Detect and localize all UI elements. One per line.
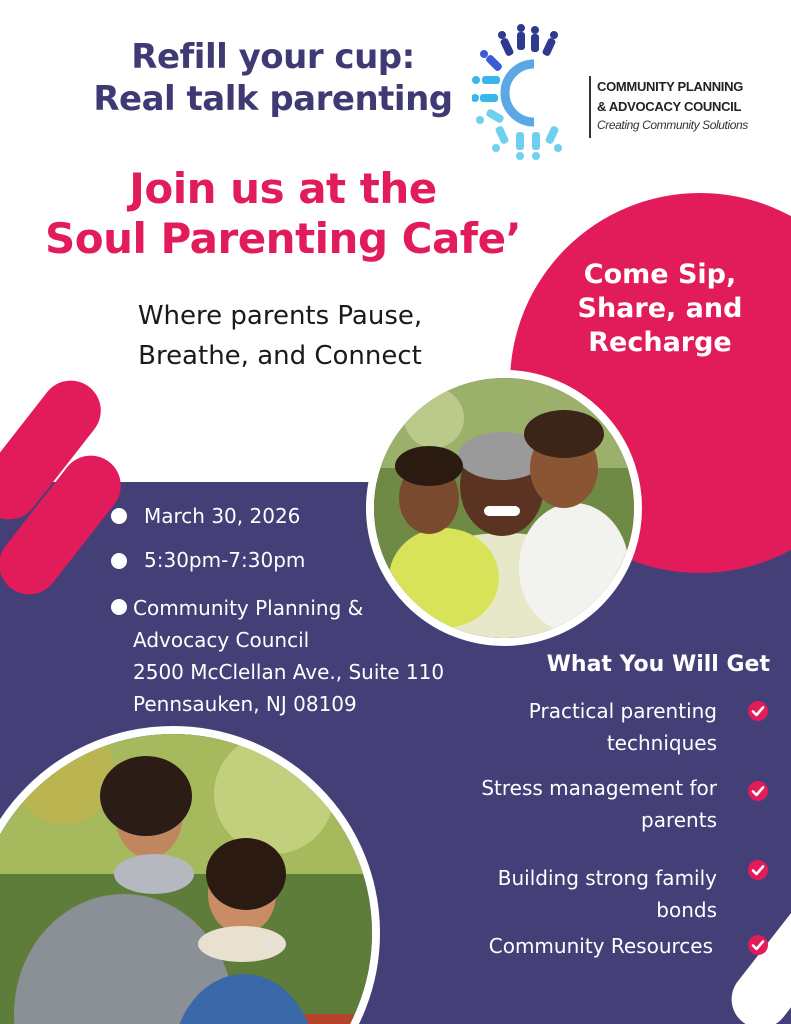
benefit-item [417,862,717,926]
check-circle-icon [748,781,768,801]
tagline-line-1: Where parents Pause, [137,301,423,331]
tagline-line-2: Breathe, and Connect [138,341,422,371]
check-circle-icon [748,701,768,721]
event-location-line-1: Community Planning & [133,596,364,620]
benefit-line-2: techniques [606,731,717,755]
bullet-dot [111,553,127,569]
callout-text [560,258,760,360]
callout-line-1: Come Sip, [583,259,737,290]
benefit-line-2: parents [641,808,717,832]
grandmother-children-photo [366,370,642,646]
logo-tagline: Creating Community Solutions [597,118,748,132]
benefit-line-1: Community Resources [488,934,713,958]
logo-org-line-1: COMMUNITY PLANNING [597,79,744,94]
event-headline [18,164,548,264]
benefits-title: What You Will Get [546,652,770,677]
benefit-item [413,930,713,962]
benefit-item [417,695,717,759]
logo-org-line-2: & ADVOCACY COUNCIL [597,99,742,114]
people-circle-logo-icon [472,24,584,174]
callout-line-3: Recharge [588,327,732,358]
benefit-line-1: Stress management for [481,776,717,800]
event-tagline [100,296,460,376]
organization-logo-text [597,77,787,133]
event-location-line-2: Advocacy Council [133,628,310,652]
callout-line-2: Share, and [577,293,743,324]
benefit-item [417,772,717,836]
headline-line-1: Join us at the [129,164,437,213]
check-circle-icon [748,935,768,955]
bullet-dot [111,508,127,524]
logo-divider [589,76,591,138]
flyer-title [58,36,488,120]
check-circle-icon [748,860,768,880]
event-address-line-2: Pennsauken, NJ 08109 [133,692,357,716]
bullet-dot [111,599,127,615]
event-date: March 30, 2026 [144,504,301,528]
event-time: 5:30pm-7:30pm [144,548,306,572]
headline-line-2: Soul Parenting Cafe’ [44,214,522,263]
benefit-line-1: Building strong family [497,866,717,890]
title-line-1: Refill your cup: [131,37,415,77]
event-address-line-1: 2500 McClellan Ave., Suite 110 [133,660,445,684]
title-line-2: Real talk parenting [93,79,453,119]
benefit-line-2: bonds [656,898,717,922]
benefit-line-1: Practical parenting [528,699,717,723]
